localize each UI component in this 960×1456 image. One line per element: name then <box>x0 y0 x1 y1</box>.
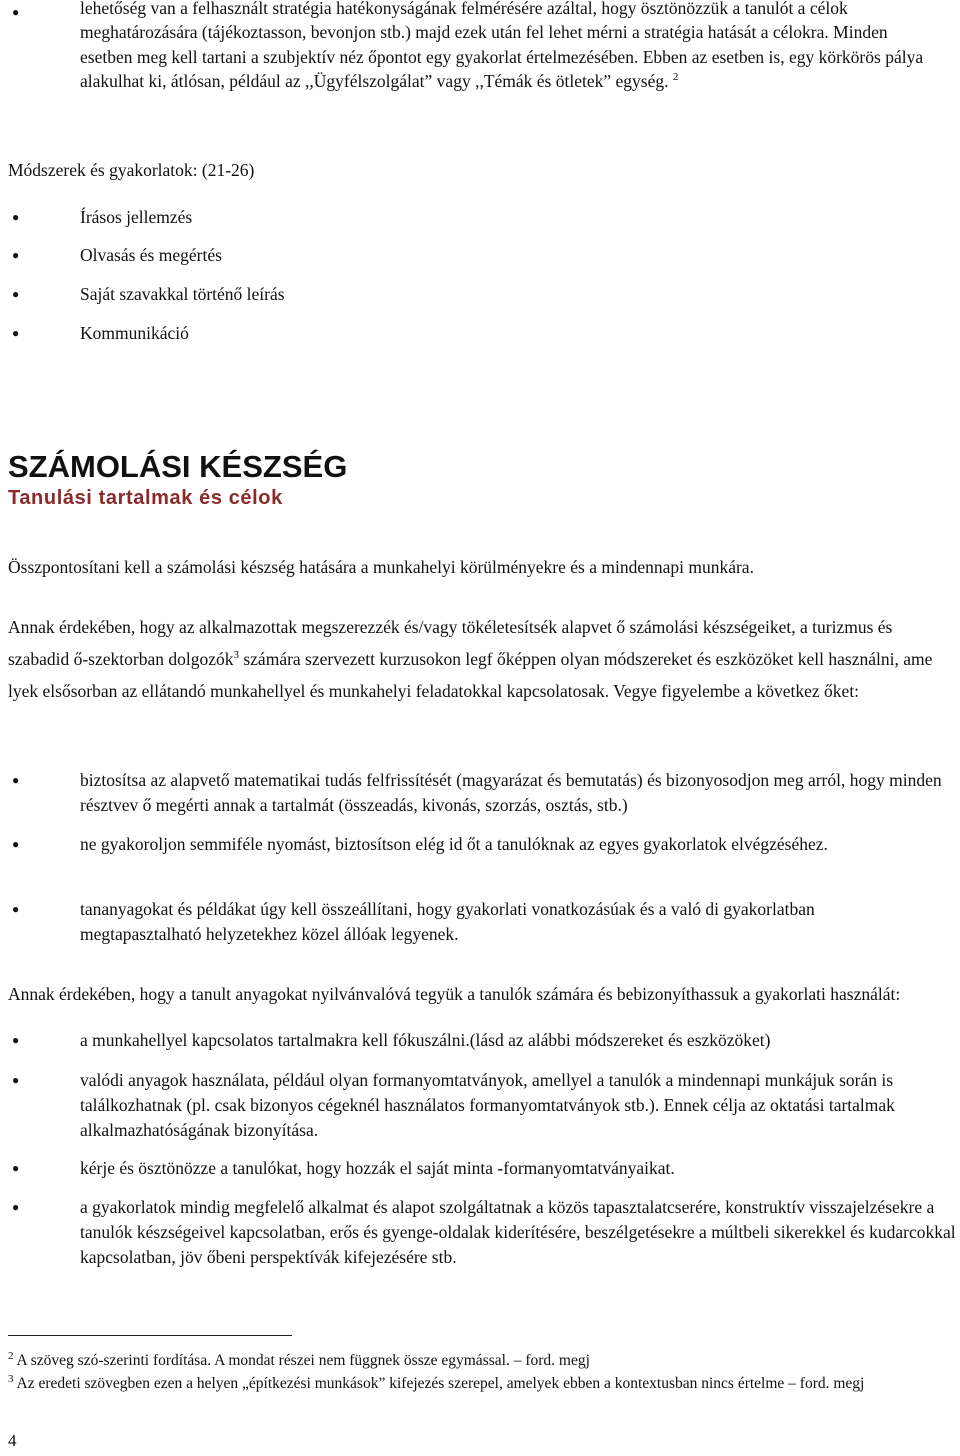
bullet-icon <box>12 282 19 307</box>
bullet-icon <box>12 0 19 25</box>
list-item: ne gyakoroljon semmiféle nyomást, biztosítson elég id őt a tanulóknak az egyes gyakorlatok elvégzéséhez. <box>80 834 828 854</box>
list-item: valódi anyagok használata, például olyan formanyomtatványok, amellyel a tanulók a mindennapi munkájuk során is találkozhatnak (pl. csak bizonyos cégeknél használatos formanyomtatványok stb.). Ennek célja az oktatási tartalmak alkalmazhatóságának bizonyítása. <box>80 1070 895 1140</box>
section-title: SZÁMOLÁSI KÉSZSÉG <box>8 449 348 484</box>
list-item: a gyakorlatok mindig megfelelő alkalmat és alapot szolgáltatnak a közös tapasztalatcserére, konstruktív visszajelzésekre a tanulók készségeivel kapcsolatban, erős és gyenge-oldalak kiderítésére, beszélgetésekre a múltbeli sikerekkel és kudarcokkal kapcsolatban, jöv őbeni perspektívák kifejezésére stb. <box>80 1197 956 1267</box>
footnote-divider <box>8 1335 292 1336</box>
list-item: Írásos jellemzés <box>80 207 193 227</box>
list-item: Saját szavakkal történő leírás <box>80 284 285 304</box>
footnote-ref: 2 <box>672 71 679 84</box>
bullet-icon <box>12 1195 19 1220</box>
paragraph: Annak érdekében, hogy a tanult anyagokat nyilvánvalóvá tegyük a tanulók számára és bebizonyíthassuk a gyakorlati használát: <box>8 984 901 1004</box>
footnote: $^2$ A szöveg szó-szerinti fordítása. A mondat részei nem függnek össze egymással. – ford. megj <box>8 1349 590 1369</box>
bullet-icon <box>12 205 19 230</box>
bullet-icon <box>12 1156 19 1181</box>
bullet-icon <box>12 321 19 346</box>
methods-heading: Módszerek és gyakorlatok: (21-26) <box>8 160 255 180</box>
list-item: tananyagokat és példákat úgy kell összeállítani, hogy gyakorlati vonatkozásúak és a való di gyakorlatban megtapasztalható helyzetekhez közel állóak legyenek. <box>80 899 815 944</box>
bullet-icon <box>12 832 19 857</box>
section-subtitle: Tanulási tartalmak és célok <box>8 487 283 509</box>
footnote: $^3$ Az eredeti szövegben ezen a helyen „építkezési munkások” kifejezés szerepel, amelyek ebben a kontextusban nincs értelme – ford. megj <box>8 1372 865 1392</box>
top-list-item: lehetőség van a felhasznált stratégia hatékonyságának felmérésére azáltal, hogy ösztönözzük a tanulót a célok meghatározására (tájékoztasson, bevonjon stb.) majd ezek után fel lehet mérni a stratégia hatását a célokra. Minden esetben meg kell tartani a szubjektív néz őpontot egy gyakorlat értelmezésében. Ebben az esetben is, egy körkörös pálya alakulhat ki, átlósan, például az ,,Ügyfélszolgálat” vagy ,,Témák és ötletek” egység. $^2$ <box>80 0 924 92</box>
list-item: biztosítsa az alapvető matematikai tudás felfrissítését (magyarázat és bemutatás) és bizonyosodjon meg arról, hogy minden résztvev ő megérti annak a tartalmát (összeadás, kivonás, szorzás, osztás, stb.) <box>80 770 942 815</box>
list-item: kérje és ösztönözze a tanulókat, hogy hozzák el saját minta -formanyomtatványaikat. <box>80 1158 675 1178</box>
paragraph: Annak érdekében, hogy az alkalmazottak megszerezzék és/vagy tökéletesítsék alapvet ő számolási készségeiket, a turizmus és szabadid ő-szektorban dolgozók$^3$ számára szervezett kurzusokon legf őképpen olyan módszereket és eszközöket kell használni, ame lyek elsősorban az ellátandó munkahellyel és munkahelyi feladatokkal kapcsolatosak. Vegye figyelembe a következ őket: <box>8 617 933 701</box>
bullet-icon <box>12 243 19 268</box>
bullet-icon <box>12 768 19 793</box>
page-number: 4 <box>8 1431 17 1450</box>
paragraph: Összpontosítani kell a számolási készség hatására a munkahelyi körülményekre és a mindennapi munkára. <box>8 557 754 577</box>
bullet-icon <box>12 1068 19 1093</box>
bullet-icon <box>12 1028 19 1053</box>
footnote-ref: 3 <box>233 649 239 662</box>
list-item: Kommunikáció <box>80 323 189 343</box>
list-item: Olvasás és megértés <box>80 245 222 265</box>
bullet-icon <box>12 897 19 922</box>
list-item: a munkahellyel kapcsolatos tartalmakra kell fókuszálni.(lásd az alábbi módszereket és eszközöket) <box>80 1030 771 1050</box>
